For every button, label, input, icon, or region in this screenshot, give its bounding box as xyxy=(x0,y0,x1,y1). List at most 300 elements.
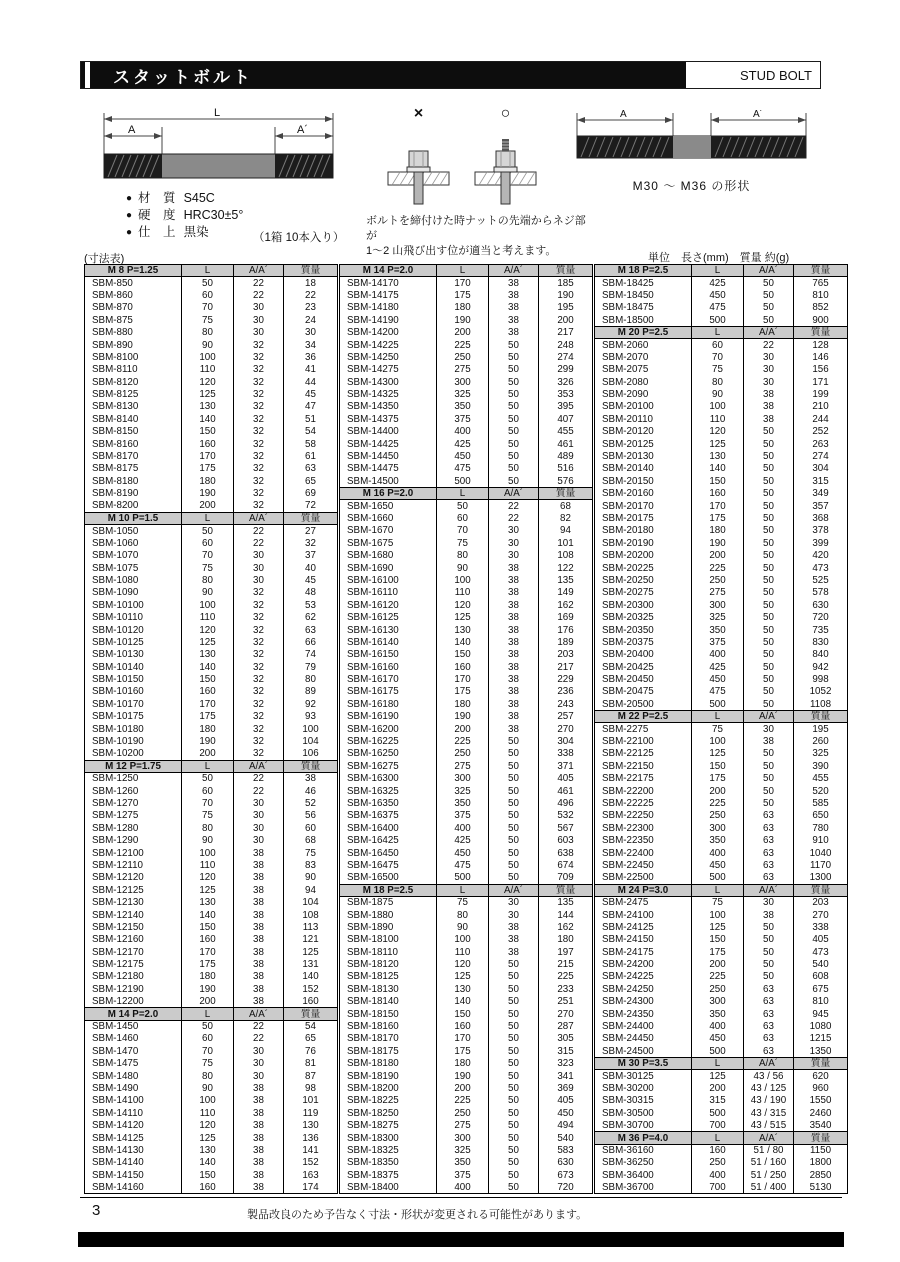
column-header: A/A´ xyxy=(744,326,794,338)
part-number: SBM-1670 xyxy=(340,525,437,537)
length-value: 200 xyxy=(182,500,234,512)
part-number: SBM-18175 xyxy=(340,1045,437,1057)
column-header: A/A´ xyxy=(744,711,794,723)
part-number: SBM-20170 xyxy=(595,500,692,512)
a-dim-value: 32 xyxy=(234,364,284,376)
size-table-M24P=3.0 xyxy=(594,884,848,1058)
weight-value: 144 xyxy=(557,909,574,921)
part-number: SBM-18160 xyxy=(340,1020,437,1032)
length-value: 225 xyxy=(692,971,744,983)
part-number: SBM-8100 xyxy=(85,351,182,363)
table-row xyxy=(340,1070,593,1082)
table-row xyxy=(595,549,848,561)
length-value: 125 xyxy=(437,611,489,623)
weight-value: 65 xyxy=(305,1033,316,1045)
weight-value: 121 xyxy=(302,934,319,946)
weight-value: 378 xyxy=(812,525,829,537)
a-dim-value: 38 xyxy=(489,277,539,289)
wrong-mark: × xyxy=(413,105,424,122)
table-row xyxy=(340,847,593,859)
weight-value: 368 xyxy=(812,513,829,524)
part-number: SBM-18425 xyxy=(595,277,692,289)
length-value: 325 xyxy=(437,388,489,400)
section-title: M 14 P=2.0 xyxy=(85,1008,182,1020)
length-value: 350 xyxy=(692,834,744,846)
weight-value: 780 xyxy=(812,822,829,834)
part-number: SBM-16275 xyxy=(340,760,437,772)
length-value: 200 xyxy=(437,1082,489,1094)
table-row xyxy=(340,512,593,524)
length-value: 450 xyxy=(692,289,744,301)
a-dim-value: 50 xyxy=(744,450,794,462)
length-value: 175 xyxy=(182,463,234,475)
part-number: SBM-1070 xyxy=(85,549,182,561)
weight-value: 174 xyxy=(302,1181,319,1193)
wrong-example-figure xyxy=(386,104,451,206)
a-dim-value: 38 xyxy=(234,896,284,908)
weight-value: 122 xyxy=(557,562,574,574)
weight-value: 75 xyxy=(305,847,316,859)
length-value: 90 xyxy=(437,562,489,574)
a-dim-value: 50 xyxy=(489,971,539,983)
weight-value: 650 xyxy=(812,810,829,822)
a-dim-value: 30 xyxy=(489,525,539,537)
a-dim-value: 38 xyxy=(234,1132,284,1144)
a-dim-value: 32 xyxy=(234,735,284,747)
table-row xyxy=(595,512,848,524)
weight-value: 69 xyxy=(305,488,316,500)
part-number: SBM-8150 xyxy=(85,426,182,438)
length-value: 250 xyxy=(692,810,744,822)
part-number: SBM-22300 xyxy=(595,822,692,834)
a-dim-value: 63 xyxy=(744,983,794,995)
part-number: SBM-20475 xyxy=(595,686,692,698)
length-value: 325 xyxy=(437,1144,489,1156)
length-value: 180 xyxy=(437,1058,489,1070)
column-header: 質量 xyxy=(794,265,848,277)
weight-value: 217 xyxy=(557,327,574,339)
length-value: 700 xyxy=(692,1181,744,1193)
section-header-row xyxy=(595,711,848,723)
length-value: 190 xyxy=(692,537,744,549)
column-header: A/A´ xyxy=(489,884,539,896)
table-row xyxy=(595,773,848,785)
part-number: SBM-18500 xyxy=(595,314,692,326)
weight-value: 960 xyxy=(812,1082,829,1094)
part-number: SBM-20250 xyxy=(595,574,692,586)
a-dim-value: 38 xyxy=(489,314,539,326)
a-dim-value: 22 xyxy=(744,339,794,351)
part-number: SBM-20140 xyxy=(595,463,692,475)
weight-value: 260 xyxy=(812,736,829,748)
column-header: 質量 xyxy=(539,265,593,277)
column-header: 質量 xyxy=(794,326,848,338)
weight-value: 54 xyxy=(305,426,316,438)
a-dim-value: 50 xyxy=(744,488,794,500)
a-dim-value: 50 xyxy=(489,760,539,772)
table-row xyxy=(595,735,848,747)
column-header: 質量 xyxy=(539,488,593,500)
part-number: SBM-22350 xyxy=(595,834,692,846)
a-dim-value: 38 xyxy=(744,909,794,921)
a-dim-value: 50 xyxy=(489,1020,539,1032)
part-number: SBM-18225 xyxy=(340,1095,437,1107)
section-title: M 12 P=1.75 xyxy=(85,760,182,772)
table-row xyxy=(340,748,593,760)
a-dim-value: 32 xyxy=(234,351,284,363)
a-dim-value: 63 xyxy=(744,872,794,884)
a-dim-value: 50 xyxy=(489,364,539,376)
part-number: SBM-10110 xyxy=(85,611,182,623)
a-dim-value: 30 xyxy=(234,562,284,574)
a-dim-value: 50 xyxy=(489,1181,539,1193)
a-dim-value: 63 xyxy=(744,810,794,822)
a-dim-value: 50 xyxy=(744,673,794,685)
size-table-M36P=4.0 xyxy=(594,1131,848,1194)
part-number: SBM-8120 xyxy=(85,376,182,388)
weight-value: 1040 xyxy=(809,847,832,859)
length-value: 100 xyxy=(182,1095,234,1107)
length-value: 120 xyxy=(182,872,234,884)
table-row xyxy=(595,426,848,438)
weight-value: 152 xyxy=(302,1157,319,1169)
weight-value: 83 xyxy=(305,859,316,871)
weight-value: 583 xyxy=(557,1144,574,1156)
a-dim-value: 50 xyxy=(489,773,539,785)
part-number: SBM-20160 xyxy=(595,488,692,500)
length-value: 175 xyxy=(182,711,234,723)
a-dim-value: 32 xyxy=(234,488,284,500)
weight-value: 92 xyxy=(305,698,316,710)
part-number: SBM-18275 xyxy=(340,1119,437,1131)
table-row xyxy=(85,698,338,710)
part-number: SBM-8190 xyxy=(85,488,182,500)
part-number: SBM-16100 xyxy=(340,574,437,586)
part-number: SBM-14125 xyxy=(85,1132,182,1144)
size-table-M18P=2.5 xyxy=(339,884,593,1195)
a-dim-value: 38 xyxy=(234,983,284,995)
size-table-M12P=1.75 xyxy=(84,760,338,1009)
length-value: 75 xyxy=(437,896,489,908)
column-header: A/A´ xyxy=(489,265,539,277)
a-dim-value: 22 xyxy=(234,773,284,785)
a-dim-value: 38 xyxy=(489,587,539,599)
table-row xyxy=(340,289,593,301)
length-value: 200 xyxy=(692,785,744,797)
weight-value: 274 xyxy=(557,351,574,363)
a-dim-value: 32 xyxy=(234,723,284,735)
part-number: SBM-18200 xyxy=(340,1082,437,1094)
table-row xyxy=(595,723,848,735)
weight-value: 229 xyxy=(557,674,574,686)
length-value: 175 xyxy=(437,289,489,301)
table-row xyxy=(595,574,848,586)
length-value: 90 xyxy=(182,1082,234,1094)
page-title-en: STUD BOLT xyxy=(686,62,820,88)
part-number: SBM-2075 xyxy=(595,364,692,376)
table-row xyxy=(85,983,338,995)
section-title: M 22 P=2.5 xyxy=(595,711,692,723)
part-number: SBM-16300 xyxy=(340,773,437,785)
table-row xyxy=(85,748,338,760)
part-number: SBM-1480 xyxy=(85,1070,182,1082)
part-number: SBM-18475 xyxy=(595,302,692,314)
part-number: SBM-24500 xyxy=(595,1045,692,1057)
a-dim-value: 63 xyxy=(744,1045,794,1057)
part-number: SBM-14275 xyxy=(340,364,437,376)
length-value: 375 xyxy=(437,810,489,822)
size-table-M16P=2.0 xyxy=(339,487,593,885)
weight-value: 395 xyxy=(557,401,574,413)
part-number: SBM-18325 xyxy=(340,1144,437,1156)
weight-value: 32 xyxy=(305,537,316,549)
a-dim-value: 50 xyxy=(489,1157,539,1169)
part-number: SBM-1080 xyxy=(85,574,182,586)
length-value: 150 xyxy=(692,760,744,772)
length-value: 125 xyxy=(182,1132,234,1144)
length-value: 150 xyxy=(692,934,744,946)
weight-value: 494 xyxy=(557,1120,574,1132)
length-value: 250 xyxy=(437,351,489,363)
length-value: 300 xyxy=(437,376,489,388)
table-row xyxy=(85,673,338,685)
a-dim-value: 63 xyxy=(744,1020,794,1032)
part-number: SBM-1470 xyxy=(85,1045,182,1057)
table-row xyxy=(340,921,593,933)
dim-label-a-prime: A´ xyxy=(297,124,308,136)
length-value: 100 xyxy=(182,351,234,363)
length-value: 150 xyxy=(182,426,234,438)
length-value: 60 xyxy=(692,339,744,351)
length-value: 190 xyxy=(437,314,489,326)
table-row xyxy=(595,760,848,772)
part-number: SBM-36250 xyxy=(595,1157,692,1169)
a-dim-value: 50 xyxy=(744,624,794,636)
weight-value: 489 xyxy=(557,451,574,463)
a-dim-value: 22 xyxy=(234,785,284,797)
part-number: SBM-10190 xyxy=(85,735,182,747)
table-row xyxy=(85,934,338,946)
length-value: 400 xyxy=(437,822,489,834)
weight-value: 94 xyxy=(560,525,571,537)
a-dim-value: 38 xyxy=(489,673,539,685)
weight-value: 30 xyxy=(305,327,316,339)
size-table-M8P=1.25 xyxy=(84,264,338,513)
part-number: SBM-24175 xyxy=(595,946,692,958)
length-value: 170 xyxy=(182,450,234,462)
a-dim-value: 50 xyxy=(744,797,794,809)
weight-value: 765 xyxy=(812,277,829,289)
a-dim-value: 38 xyxy=(234,1119,284,1131)
weight-value: 128 xyxy=(812,339,829,351)
weight-value: 63 xyxy=(305,624,316,636)
length-value: 400 xyxy=(692,649,744,661)
a-dim-value: 63 xyxy=(744,996,794,1008)
a-dim-value: 50 xyxy=(744,934,794,946)
weight-value: 1052 xyxy=(809,686,832,698)
length-value: 500 xyxy=(692,872,744,884)
weight-value: 405 xyxy=(557,1095,574,1107)
part-number: SBM-14500 xyxy=(340,475,437,487)
a-dim-value: 50 xyxy=(744,785,794,797)
table-row xyxy=(340,450,593,462)
table-row xyxy=(595,624,848,636)
length-value: 120 xyxy=(182,376,234,388)
length-value: 175 xyxy=(182,958,234,970)
a-dim-value: 50 xyxy=(489,1045,539,1057)
section-header-row xyxy=(85,512,338,524)
part-number: SBM-1880 xyxy=(340,909,437,921)
table-row xyxy=(340,624,593,636)
part-number: SBM-18170 xyxy=(340,1033,437,1045)
part-number: SBM-14200 xyxy=(340,326,437,338)
a-dim-value: 50 xyxy=(489,834,539,846)
table-row xyxy=(595,1157,848,1169)
table-row xyxy=(595,562,848,574)
a-dim-value: 50 xyxy=(489,1132,539,1144)
a-dim-value: 38 xyxy=(234,872,284,884)
part-number: SBM-16110 xyxy=(340,587,437,599)
part-number: SBM-2275 xyxy=(595,723,692,735)
part-number: SBM-8110 xyxy=(85,364,182,376)
table-row xyxy=(340,326,593,338)
length-value: 100 xyxy=(182,847,234,859)
part-number: SBM-10120 xyxy=(85,624,182,636)
length-value: 350 xyxy=(437,401,489,413)
length-value: 450 xyxy=(692,859,744,871)
length-value: 450 xyxy=(437,847,489,859)
table-row xyxy=(85,463,338,475)
column-header: L xyxy=(437,265,489,277)
length-value: 130 xyxy=(437,983,489,995)
length-value: 275 xyxy=(437,364,489,376)
column-header: A/A´ xyxy=(744,884,794,896)
part-number: SBM-16140 xyxy=(340,636,437,648)
part-number: SBM-14130 xyxy=(85,1144,182,1156)
length-value: 70 xyxy=(182,302,234,314)
length-value: 325 xyxy=(692,611,744,623)
table-row xyxy=(85,686,338,698)
length-value: 170 xyxy=(182,946,234,958)
part-number: SBM-16500 xyxy=(340,872,437,884)
part-number: SBM-12125 xyxy=(85,884,182,896)
length-value: 160 xyxy=(182,438,234,450)
weight-value: 162 xyxy=(557,599,574,611)
table-row xyxy=(85,475,338,487)
table-row xyxy=(595,1033,848,1045)
length-value: 100 xyxy=(692,909,744,921)
weight-value: 62 xyxy=(305,612,316,624)
length-value: 180 xyxy=(182,475,234,487)
weight-value: 63 xyxy=(305,463,316,475)
weight-value: 304 xyxy=(557,736,574,748)
part-number: SBM-20200 xyxy=(595,549,692,561)
weight-value: 119 xyxy=(302,1107,319,1119)
part-number: SBM-20275 xyxy=(595,587,692,599)
a-dim-value: 38 xyxy=(489,624,539,636)
part-number: SBM-24200 xyxy=(595,958,692,970)
weight-value: 532 xyxy=(557,810,574,822)
a-dim-value: 38 xyxy=(489,723,539,735)
part-number: SBM-20500 xyxy=(595,698,692,710)
table-row xyxy=(340,426,593,438)
a-dim-value: 38 xyxy=(489,326,539,338)
table-row xyxy=(595,686,848,698)
part-number: SBM-16125 xyxy=(340,611,437,623)
weight-value: 203 xyxy=(812,897,829,909)
section-header-row xyxy=(595,326,848,338)
a-dim-value: 50 xyxy=(489,426,539,438)
part-number: SBM-8125 xyxy=(85,388,182,400)
weight-value: 22 xyxy=(305,289,316,301)
weight-value: 225 xyxy=(557,971,574,983)
a-dim-value: 50 xyxy=(489,1058,539,1070)
length-value: 500 xyxy=(692,1045,744,1057)
a-dim-value: 38 xyxy=(744,413,794,425)
weight-value: 189 xyxy=(557,636,574,648)
part-number: SBM-10100 xyxy=(85,599,182,611)
part-number: SBM-14180 xyxy=(340,302,437,314)
table-row xyxy=(85,1157,338,1169)
column-header: L xyxy=(437,488,489,500)
part-number: SBM-18140 xyxy=(340,996,437,1008)
part-number: SBM-12160 xyxy=(85,934,182,946)
part-number: SBM-22125 xyxy=(595,748,692,760)
weight-value: 54 xyxy=(305,1021,316,1033)
table-row xyxy=(595,364,848,376)
table-row xyxy=(340,946,593,958)
part-number: SBM-18400 xyxy=(340,1181,437,1193)
part-number: SBM-12170 xyxy=(85,946,182,958)
table-column-2 xyxy=(339,264,592,1194)
part-number: SBM-22175 xyxy=(595,773,692,785)
table-row xyxy=(85,810,338,822)
a-dim-value: 50 xyxy=(489,388,539,400)
table-row xyxy=(85,872,338,884)
a-dim-value: 63 xyxy=(744,834,794,846)
length-value: 200 xyxy=(182,748,234,760)
table-row xyxy=(340,364,593,376)
part-number: SBM-1250 xyxy=(85,773,182,785)
part-number: SBM-1460 xyxy=(85,1033,182,1045)
column-header: L xyxy=(182,1008,234,1020)
table-row xyxy=(595,611,848,623)
size-table-M20P=2.5 xyxy=(594,326,848,711)
length-value: 375 xyxy=(437,1169,489,1181)
weight-value: 1800 xyxy=(809,1157,832,1169)
length-value: 130 xyxy=(437,624,489,636)
length-value: 140 xyxy=(182,1157,234,1169)
part-number: SBM-1650 xyxy=(340,500,437,512)
weight-value: 200 xyxy=(557,314,574,326)
weight-value: 195 xyxy=(557,302,574,314)
table-row xyxy=(85,1033,338,1045)
a-dim-value: 50 xyxy=(489,748,539,760)
part-number: SBM-16150 xyxy=(340,649,437,661)
part-number: SBM-850 xyxy=(85,277,182,289)
a-dim-value: 38 xyxy=(489,562,539,574)
table-row xyxy=(340,698,593,710)
part-number: SBM-16200 xyxy=(340,723,437,735)
part-number: SBM-1270 xyxy=(85,797,182,809)
length-value: 50 xyxy=(182,1020,234,1032)
hardness-label: 硬 度 xyxy=(138,208,176,222)
column-header: 質量 xyxy=(284,760,338,772)
part-number: SBM-8180 xyxy=(85,475,182,487)
table-row xyxy=(595,1107,848,1119)
length-value: 200 xyxy=(182,996,234,1008)
column-header: L xyxy=(182,760,234,772)
